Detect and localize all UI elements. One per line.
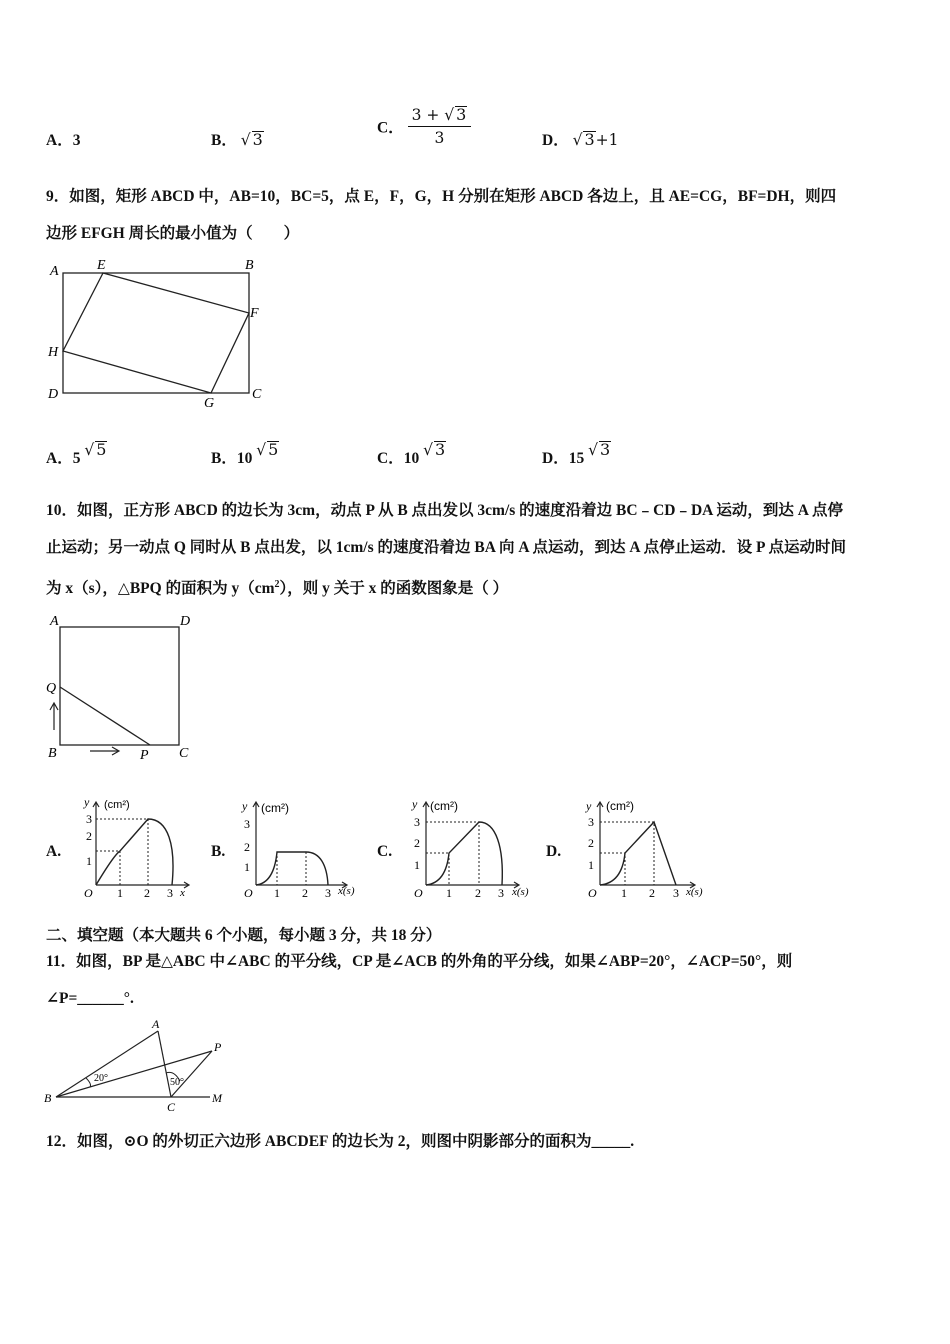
svg-text:y: y <box>84 795 90 809</box>
q8-option-a[interactable]: A．3 <box>46 132 81 149</box>
q9-option-a[interactable]: A．5 √ 5 <box>46 440 107 467</box>
svg-text:x(s): x(s) <box>338 885 355 897</box>
segment-qp <box>60 687 150 745</box>
svg-text:y: y <box>242 799 248 813</box>
label-b: B <box>44 1091 52 1105</box>
svg-text:1: 1 <box>117 886 123 900</box>
q11-figure <box>40 1014 240 1114</box>
segment-ba <box>56 1031 158 1097</box>
svg-text:O: O <box>84 886 93 900</box>
svg-text:O: O <box>588 886 597 900</box>
radicand: 3 <box>252 130 263 149</box>
svg-text:3: 3 <box>498 886 504 900</box>
label-m: M <box>212 1091 222 1105</box>
svg-text:3: 3 <box>167 886 173 900</box>
svg-text:1: 1 <box>446 886 452 900</box>
q10-graph-c[interactable] <box>400 795 540 905</box>
label-c: C <box>167 1100 176 1114</box>
svg-text:2: 2 <box>302 886 308 900</box>
q10-graph-d[interactable] <box>572 795 717 905</box>
q10-option-a-label[interactable]: A. <box>46 843 62 860</box>
q12-text: 12．如图，⊙O 的外切正六边形 ABCDEF 的边长为 2，则图中阴影部分的面积为_____. <box>46 1133 635 1150</box>
svg-text:3: 3 <box>86 812 92 826</box>
q8-option-c[interactable]: C． $\frac{3 + √ 3}{3}$ <box>377 106 471 147</box>
svg-text:O: O <box>414 886 423 900</box>
svg-text:2: 2 <box>649 886 655 900</box>
svg-text:2: 2 <box>588 836 594 850</box>
label-d: D <box>48 387 59 402</box>
label-p: P <box>214 1040 222 1054</box>
svg-text:3: 3 <box>414 815 420 829</box>
label-c: C <box>252 387 262 402</box>
svg-text:2: 2 <box>414 836 420 850</box>
svg-text:O: O <box>244 886 253 900</box>
label-g: G <box>204 396 215 411</box>
svg-text:y: y <box>412 797 418 811</box>
svg-text:2: 2 <box>144 886 150 900</box>
svg-text:x(s): x(s) <box>512 886 529 898</box>
section-title: 二、填空题（本大题共 6 个小题，每小题 3 分，共 18 分） <box>46 927 442 944</box>
q10-graph-a[interactable] <box>76 795 196 905</box>
label-a: A <box>50 614 59 629</box>
svg-text:2: 2 <box>86 829 92 843</box>
graph-curve <box>96 819 173 885</box>
label-d: D <box>180 614 191 629</box>
rectangle-abcd <box>63 273 249 393</box>
q10-option-c-label[interactable]: C. <box>377 843 393 860</box>
svg-text:x(s): x(s) <box>686 886 703 898</box>
label-h: H <box>48 345 59 360</box>
angle-20: 20° <box>94 1073 108 1084</box>
svg-text:1: 1 <box>588 858 594 872</box>
q10-graph-b[interactable] <box>232 795 362 905</box>
svg-text:3: 3 <box>588 815 594 829</box>
segment-cp <box>171 1051 212 1097</box>
q9-option-b[interactable]: B．10 √ 5 <box>211 440 279 467</box>
svg-text:2: 2 <box>244 840 250 854</box>
svg-text:2: 2 <box>475 886 481 900</box>
q11-text: 11．如图，BP 是△ABC 中∠ABC 的平分线，CP 是∠ACB 的外角的平分线，如果∠ABP=20°，∠ACP=50°，则 ∠P=______°. <box>46 953 793 1007</box>
q8-option-b[interactable]: B． √ 3 <box>211 130 263 149</box>
svg-text:1: 1 <box>621 886 627 900</box>
svg-text:3: 3 <box>244 817 250 831</box>
q9-option-c[interactable]: C．10 √ 3 <box>377 440 446 467</box>
graph-curve <box>426 822 502 885</box>
quadrilateral-efgh <box>63 273 249 393</box>
graph-curve <box>256 852 328 885</box>
q10-figure <box>40 608 210 768</box>
q10-text: 10．如图，正方形 ABCD 的边长为 3cm，动点 P 从 B 点出发以 3cm/s 的速度沿着边 BC﹣CD﹣DA 运动，到达 A 点停 止运动；另一动点 Q 同时从 B 点出发，以 1cm/s 的速度沿着边 BA 向 A 点运动，到达 A 点停止运动．设 P 点运动时间 为 x（s），△BPQ 的面积为 $y(cm^2)$，则 y 关于 x 的函数图象是（ ） <box>46 502 846 598</box>
square-abcd <box>60 627 179 745</box>
q9-option-d[interactable]: D．15 √ 3 <box>542 440 611 467</box>
label-b: B <box>245 258 254 273</box>
label-q: Q <box>46 681 57 696</box>
graph-curve <box>600 822 676 885</box>
fraction: $\frac{3 + √ 3}{3}$ <box>408 106 472 147</box>
svg-text:1: 1 <box>86 854 92 868</box>
angle-50: 50° <box>170 1077 184 1088</box>
q10-option-b-label[interactable]: B. <box>211 843 226 860</box>
q9-figure <box>40 255 280 415</box>
label-b: B <box>48 746 57 761</box>
svg-text:(cm²): (cm²) <box>606 799 634 813</box>
label-a: A <box>50 264 59 279</box>
q10-option-d-label[interactable]: D. <box>546 843 562 860</box>
svg-text:y: y <box>586 799 592 813</box>
svg-text:1: 1 <box>274 886 280 900</box>
label-a: A <box>152 1017 160 1031</box>
label-p: P <box>140 748 149 763</box>
label-e: E <box>97 258 106 273</box>
svg-text:(cm²): (cm²) <box>430 799 458 813</box>
svg-text:3: 3 <box>325 886 331 900</box>
svg-text:(cm²): (cm²) <box>261 801 289 815</box>
q8-option-d[interactable]: D． √ 3+1 <box>542 130 619 149</box>
segment-bp <box>56 1051 212 1097</box>
q9-text: 9．如图，矩形 ABCD 中，AB=10，BC=5，点 E，F，G，H 分别在矩形 ABCD 各边上，且 AE=CG，BF=DH，则四 边形 EFGH 周长的最小值为（ ） <box>46 188 837 242</box>
svg-text:1: 1 <box>244 860 250 874</box>
label-c: C <box>179 746 189 761</box>
svg-text:3: 3 <box>673 886 679 900</box>
svg-text:1: 1 <box>414 858 420 872</box>
svg-text:x: x <box>180 887 185 899</box>
label-f: F <box>250 306 259 321</box>
svg-text:(cm²): (cm²) <box>104 799 130 811</box>
